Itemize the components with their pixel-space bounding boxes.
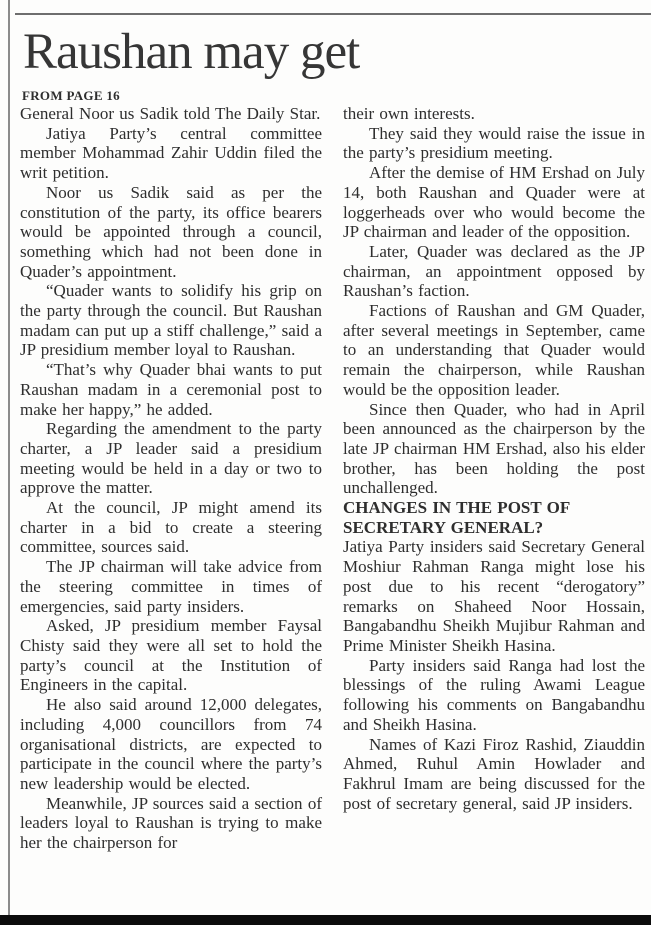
paragraph: “That’s why Quader bhai wants to put Raushan madam in a ceremonial post to make her happy,” he added. [20,360,322,419]
headline: Raushan may get [23,24,360,80]
bottom-black-bar [0,915,651,925]
paragraph: Later, Quader was declared as the JP chairman, an appointment opposed by Raushan’s faction. [343,241,645,301]
paragraph: their own interests. [343,104,475,123]
paragraph: General Noor us Sadik told The Daily Star. [20,104,321,123]
paragraph: Jatiya Party insiders said Secretary General Moshiur Rahman Ranga might lose his post due to his recent “derogatory” remarks on Shaheed Noor Hossain, Bangabandhu Sheikh Mujibur Rahman and Prime Minister Sheikh Hasina. [343,537,645,655]
paragraph: After the demise of HM Ershad on July 14, both Raushan and Quader were at loggerheads over who would become the JP chairman and leader of the opposition. [343,163,645,242]
article-body [20,104,645,916]
paragraph: Meanwhile, JP sources said a section of leaders loyal to Raushan is trying to make her the chairperson for [20,793,322,853]
column-left [20,104,322,916]
column-right [343,104,645,916]
paragraph: The JP chairman will take advice from the steering committee in times of emergencies, said party insiders. [20,557,322,616]
paragraph: They said they would raise the issue in the party’s presidium meeting. [343,123,645,163]
section-subhead: CHANGES IN THE POST OF SECRETARY GENERAL? [343,498,570,537]
paragraph: Noor us Sadik said as per the constitution of the party, its office bearers would be appointed through a council, something which had not been done in Quader’s appointment. [20,182,322,281]
paragraph: “Quader wants to solidify his grip on the party through the council. But Raushan madam can put up a stiff challenge,” said a JP presidium member loyal to Raushan. [20,281,322,360]
paragraph: He also said around 12,000 delegates, including 4,000 councillors from 74 organisational districts, are expected to participate in the council where the party’s new leadership would be elected. [20,695,322,793]
paragraph: Party insiders said Ranga had lost the blessings of the ruling Awami League following his comments on Bangabandhu and Sheikh Hasina. [343,655,645,734]
paragraph: Regarding the amendment to the party charter, a JP leader said a presidium meeting would be held in a day or two to approve the matter. [20,419,322,498]
top-horizontal-rule [15,13,651,15]
paragraph: Asked, JP presidium member Faysal Chisty said they were all set to hold the party’s council at the Institution of Engineers in the capital. [20,616,322,695]
paragraph: At the council, JP might amend its charter in a bid to create a steering committee, sources said. [20,498,322,557]
paragraph: Names of Kazi Firoz Rashid, Ziauddin Ahmed, Ruhul Amin Howlader and Fakhrul Imam are being discussed for the post of secretary general, said JP insiders. [343,734,645,813]
paragraph: Jatiya Party’s central committee member Mohammad Zahir Uddin filed the writ petition. [20,123,322,183]
paragraph: Since then Quader, who had in April been announced as the chairperson by the late JP chairman HM Ershad, also his elder brother, has been holding the post unchallenged. [343,399,645,498]
paragraph: Factions of Raushan and GM Quader, after several meetings in September, came to an understanding that Quader would remain the chairperson, while Raushan would be the opposition leader. [343,301,645,399]
left-border-line [8,0,10,916]
continuation-note: FROM PAGE 16 [22,88,120,103]
